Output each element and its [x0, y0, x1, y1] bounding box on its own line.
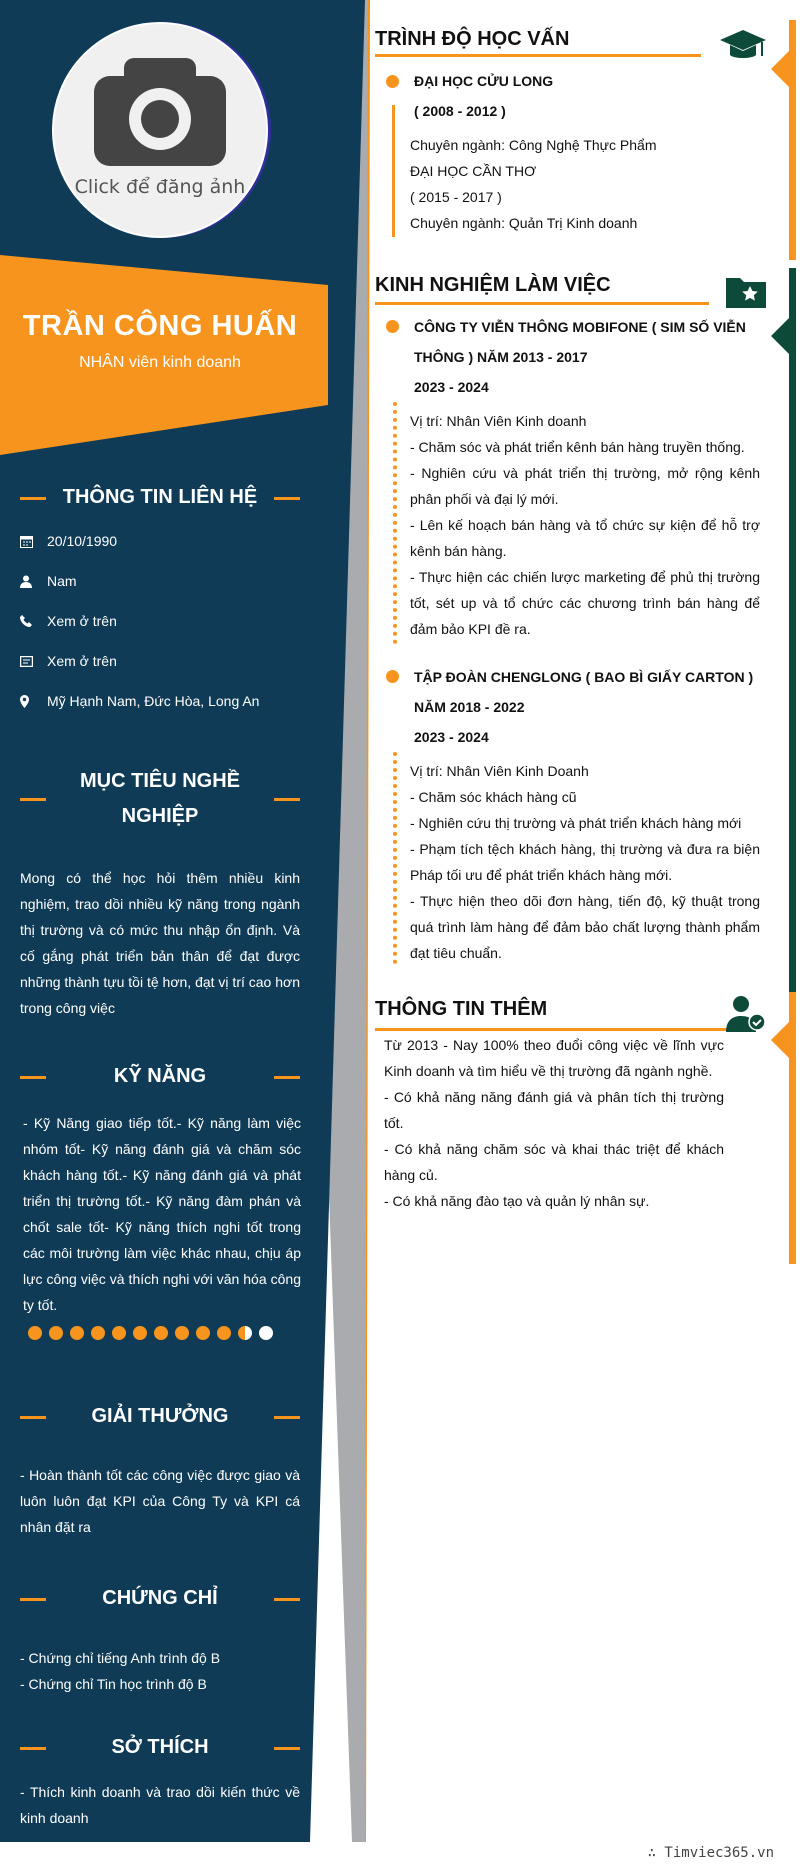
user-icon [20, 575, 47, 588]
job-period: 2023 - 2024 [414, 729, 489, 745]
skill-rating-dot [91, 1326, 105, 1340]
additional-line: - Có khả năng năng đánh giá và phân tích thị trường tốt. [384, 1089, 724, 1131]
timeline-line [392, 105, 395, 237]
title-dash [274, 1747, 300, 1750]
certificates-list [20, 1645, 300, 1697]
title-dash [20, 497, 46, 500]
skill-rating-dot [217, 1326, 231, 1340]
contact-birthday [20, 530, 300, 552]
education-school: ĐẠI HỌC CỬU LONG [414, 73, 554, 89]
job-company-line1: TẬP ĐOÀN CHENGLONG ( BAO BÌ GIẤY CARTON ) [414, 669, 754, 685]
skills-title-text: KỸ NĂNG [113, 1065, 207, 1087]
education-line: Chuyên ngành: Công Nghệ Thực Phẩm [410, 137, 657, 153]
skill-rating-dot [70, 1326, 84, 1340]
skill-rating-dot [28, 1326, 42, 1340]
skill-rating-dot [49, 1326, 63, 1340]
job-line: - Chăm sóc khách hàng cũ [410, 789, 577, 805]
skills-text: - Kỹ Năng giao tiếp tốt.- Kỹ năng làm việc nhóm tốt- Kỹ năng đánh giá và chăm sóc khách hàng tốt.- Kỹ năng đánh giá và phát triển thị trường tốt.- Kỹ năng đàm phán và chốt sale tốt- Kỹ năng thích nghi tốt trong các môi trường làm việc khác nhau, chịu áp lực công việc và thích nghi với văn hóa công ty tốt. [23, 1115, 301, 1313]
title-dash [20, 798, 46, 801]
job-company-line1: CÔNG TY VIỄN THÔNG MOBIFONE ( SIM SỐ VIỄN [414, 319, 746, 335]
title-dash [274, 497, 300, 500]
experience-side-bar [789, 268, 796, 992]
section-underline [375, 302, 709, 305]
title-dash [20, 1416, 46, 1419]
timeline-dot [386, 75, 399, 88]
title-dash [274, 1076, 300, 1079]
education-line: ( 2015 - 2017 ) [410, 189, 502, 205]
job-line: - Lên kế hoạch bán hàng và tổ chức sự kiện để hỗ trợ kênh bán hàng. [410, 517, 760, 559]
candidate-name: TRẦN CÔNG HUẤN [22, 310, 298, 342]
job-line: - Nghiên cứu thị trường và phát triển khách hàng mới [410, 815, 742, 831]
avatar-upload[interactable] [52, 22, 268, 238]
additional-side-notch [771, 1022, 789, 1058]
education-side-notch [771, 51, 789, 87]
skill-rating [28, 1326, 273, 1340]
objective-section-title [20, 764, 300, 834]
job-line: - Thực hiện theo dõi đơn hàng, tiến độ, kỹ thuật trong quá trình làm hàng để đảm bảo chất lượng thành phẩm đạt tiêu chuẩn. [410, 893, 760, 961]
education-line: Chuyên ngành: Quản Trị Kinh doanh [410, 215, 638, 231]
certificate-item: - Chứng chỉ Tin học trình độ B [20, 1676, 207, 1692]
contact-gender [20, 570, 300, 592]
certificates-title-text: CHỨNG CHỈ [102, 1587, 218, 1609]
education-section-title: TRÌNH ĐỘ HỌC VẤN [375, 28, 570, 50]
title-dash [20, 1598, 46, 1601]
awards-section-title [20, 1399, 300, 1434]
address-value: Mỹ Hạnh Nam, Đức Hòa, Long An [47, 693, 260, 709]
title-dash [274, 798, 300, 801]
job-line: - Thực hiện các chiến lược marketing để phủ thị trường tốt, sét up và tổ chức các chương trình bán hàng để đảm bảo KPI đề ra. [410, 569, 760, 637]
candidate-job-title: NHÂN viên kinh doanh [79, 354, 241, 371]
graduation-cap-icon [720, 30, 766, 64]
skill-rating-dot [196, 1326, 210, 1340]
awards-text: - Hoàn thành tốt các công việc được giao và luôn luôn đạt KPI của Công Ty và KPI cá nhân đặt ra [20, 1467, 300, 1535]
section-underline [375, 1028, 745, 1031]
certificates-section-title [20, 1581, 300, 1616]
education-details [410, 132, 750, 236]
skill-rating-dot [133, 1326, 147, 1340]
additional-details [384, 1032, 724, 1214]
additional-line: - Có khả năng đào tạo và quản lý nhân sự. [384, 1193, 650, 1209]
contact-title-text: THÔNG TIN LIÊN HỆ [62, 486, 258, 508]
job-line: Vị trí: Nhân Viên Kinh Doanh [410, 763, 589, 779]
job-line: - Chăm sóc và phát triển kênh bán hàng truyền thống. [410, 439, 745, 455]
objective-title-line1: MỤC TIÊU NGHỀ [80, 770, 240, 792]
additional-line: Từ 2013 - Nay 100% theo đuổi công việc về lĩnh vực Kinh doanh và tìm hiểu về thị trường đã ngành nghề. [384, 1037, 724, 1079]
certificate-item: - Chứng chỉ tiếng Anh trình độ B [20, 1650, 221, 1666]
hobbies-title-text: SỞ THÍCH [111, 1736, 209, 1758]
camera-icon [94, 54, 226, 166]
user-check-icon [726, 996, 766, 1032]
skill-rating-dot [259, 1326, 273, 1340]
folder-star-icon [726, 274, 766, 308]
additional-line: - Có khả năng chăm sóc và khai thác triệt để khách hàng củ. [384, 1141, 724, 1183]
job-line: Vị trí: Nhân Viên Kinh doanh [410, 413, 587, 429]
objective-title-line2: NGHIỆP [121, 805, 199, 827]
awards-title-text: GIẢI THƯỞNG [91, 1405, 229, 1427]
additional-side-bar [789, 992, 796, 1264]
email-icon [20, 656, 47, 667]
contact-phone [20, 610, 300, 632]
hobbies-text: - Thích kinh doanh và trao dồi kiến thức về kinh doanh [20, 1784, 300, 1826]
phone-icon [20, 615, 47, 627]
skill-rating-dot [175, 1326, 189, 1340]
skills-section-title [20, 1059, 300, 1094]
job-details [410, 758, 760, 966]
job-line: - Nghiên cứu và phát triển thị trường, mở rộng kênh phân phối và đại lý mới. [410, 465, 760, 507]
education-line: ĐẠI HỌC CẦN THƠ [410, 163, 537, 179]
timeline-dot [386, 670, 399, 683]
email-value: Xem ở trên [47, 653, 117, 669]
title-dash [274, 1598, 300, 1601]
avatar-label: Click để đăng ảnh [74, 176, 246, 198]
hobbies-section-title [20, 1730, 300, 1765]
education-years: ( 2008 - 2012 ) [414, 103, 506, 119]
gender-value: Nam [47, 573, 77, 589]
additional-section-title: THÔNG TIN THÊM [375, 998, 548, 1020]
title-dash [20, 1747, 46, 1750]
job-line: - Phạm tích tệch khách hàng, thị trường và đưa ra biện Pháp tối ưu để phát triển khách hàng mới. [410, 841, 760, 883]
birthday-value: 20/10/1990 [47, 533, 118, 549]
contact-section-title [20, 480, 300, 515]
experience-side-notch [771, 318, 789, 354]
timeline-dotted-line [393, 402, 397, 644]
skill-rating-dot [154, 1326, 168, 1340]
objective-text: Mong có thể học hỏi thêm nhiều kinh nghiệm, trao dồi nhiều kỹ năng trong ngành thị trường và có mức thu nhập ổn định. Và cố gắng phát triển bản thân để đạt được những thành tựu tồi tệ hơn, đạt vị trí cao hơn trong công việc [20, 870, 300, 1016]
contact-address [20, 690, 300, 712]
education-side-bar [789, 20, 796, 260]
timeline-dotted-line [393, 752, 397, 964]
job-period: 2023 - 2024 [414, 379, 489, 395]
calendar-icon [20, 535, 47, 548]
location-icon [20, 695, 47, 708]
footer-brand: ∴ Timviec365.vn [647, 1845, 774, 1861]
job-details [410, 408, 760, 642]
job-company-line2: NĂM 2018 - 2022 [414, 699, 525, 715]
title-dash [20, 1076, 46, 1079]
contact-email [20, 650, 300, 672]
section-underline [375, 54, 701, 57]
timeline-dot [386, 320, 399, 333]
skill-rating-dot [238, 1326, 252, 1340]
skill-rating-dot [112, 1326, 126, 1340]
job-company-line2: THÔNG ) NĂM 2013 - 2017 [414, 349, 588, 365]
phone-value: Xem ở trên [47, 613, 117, 629]
title-dash [274, 1416, 300, 1419]
experience-section-title: KINH NGHIỆM LÀM VIỆC [375, 274, 611, 296]
